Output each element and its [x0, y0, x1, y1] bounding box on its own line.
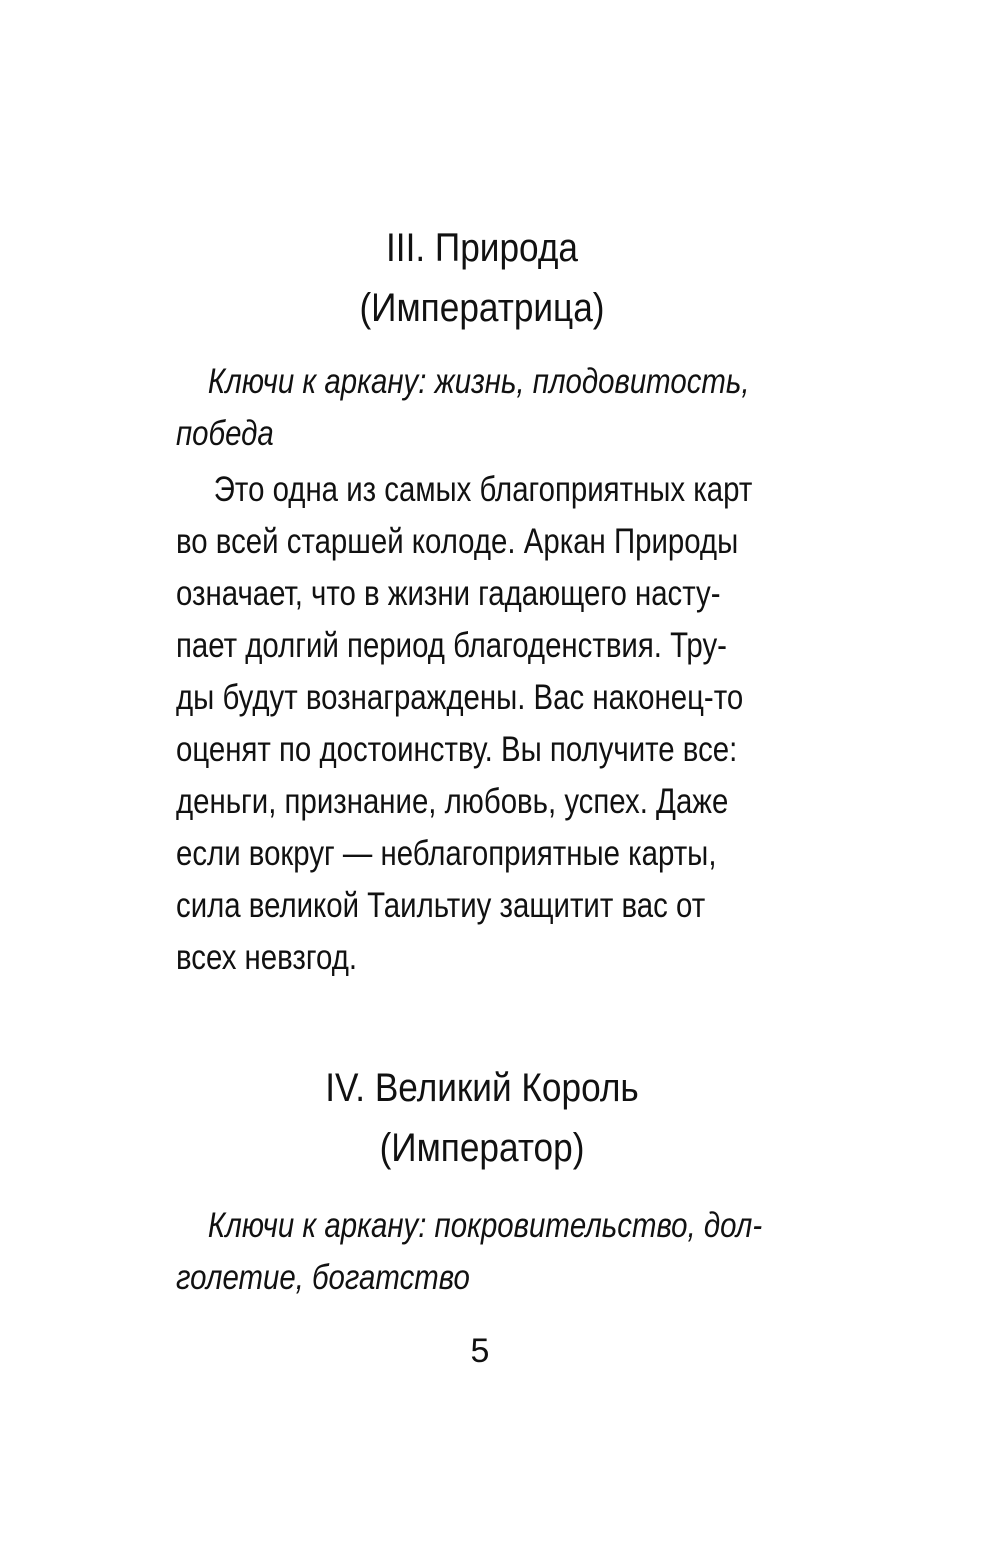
arcana-keys	[176, 356, 788, 460]
body-line: пает долгий период благоденствия. Тру-	[176, 626, 727, 665]
keys-line: Ключи к аркану: покровительство, дол-	[207, 1206, 763, 1245]
section-title-line2: (Императрица)	[359, 286, 605, 330]
section-title-velikiy-korol	[213, 1058, 752, 1178]
arcana-description	[176, 464, 788, 984]
body-line: сила великой Таильтиу защитит вас от	[176, 886, 706, 925]
section-title-line1: IV. Великий Король	[325, 1066, 639, 1110]
page-number: 5	[470, 1332, 490, 1370]
body-line: означает, что в жизни гадающего насту-	[176, 574, 721, 613]
keys-line: Ключи к аркану: жизнь, плодовитость,	[207, 362, 750, 401]
body-line: оценят по достоинству. Вы получите все:	[176, 730, 738, 769]
keys-line: голетие, богатство	[176, 1258, 470, 1297]
body-line: деньги, признание, любовь, успех. Даже	[176, 782, 729, 821]
arcana-keys	[176, 1200, 788, 1304]
body-line: во всей старшей колоде. Аркан Природы	[176, 522, 739, 561]
section-title-priroda	[213, 218, 752, 338]
body-line: ды будут вознаграждены. Вас наконец-то	[176, 678, 744, 717]
body-line: Это одна из самых благоприятных карт	[213, 470, 753, 509]
section-title-line2: (Император)	[379, 1126, 585, 1170]
body-line: если вокруг — неблагоприятные карты,	[176, 834, 717, 873]
section-title-line1: III. Природа	[386, 226, 578, 270]
keys-line: победа	[176, 414, 274, 453]
body-line: всех невзгод.	[176, 938, 358, 977]
